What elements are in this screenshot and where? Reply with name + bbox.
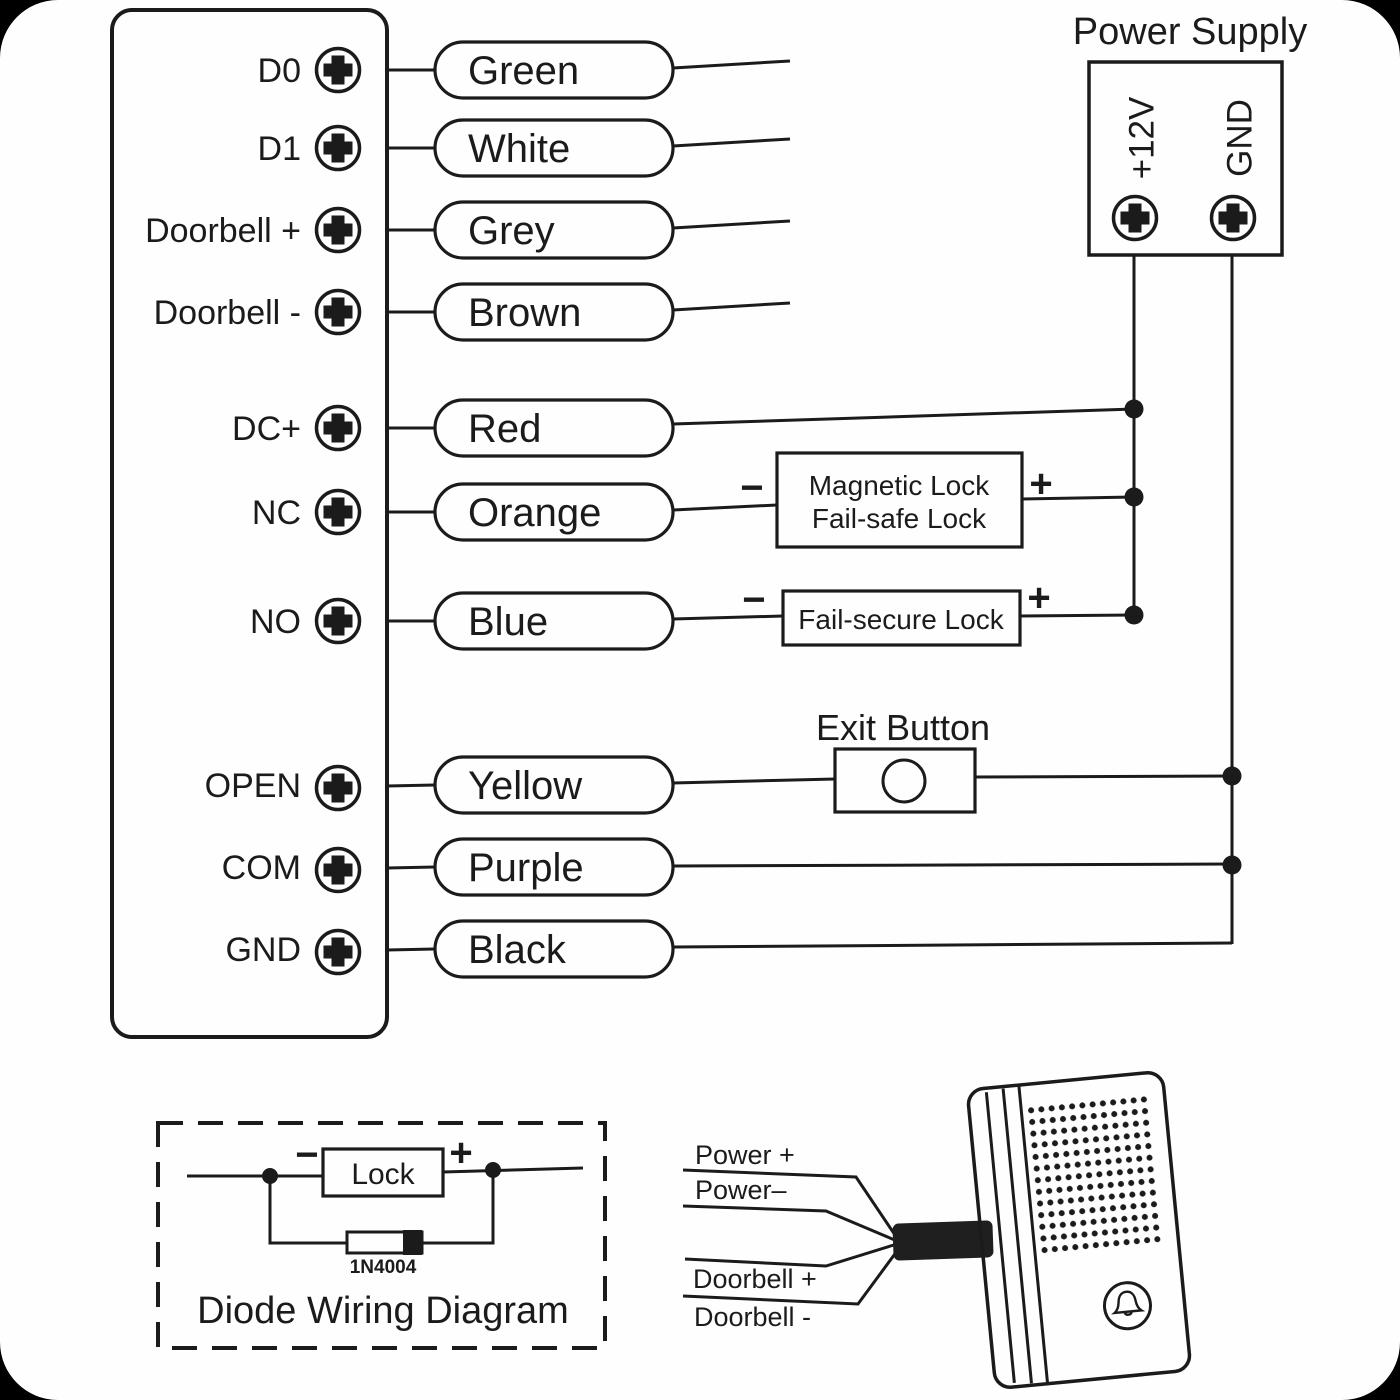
doorbell-chime-device	[967, 1071, 1191, 1388]
wire	[683, 1206, 897, 1241]
terminal-row-dc-plus	[232, 400, 1134, 456]
terminal-label: Doorbell +	[145, 212, 301, 250]
terminal-label: NO	[250, 603, 301, 641]
magnetic-lock-line1: Magnetic Lock	[808, 470, 990, 501]
wire-stub	[673, 221, 790, 228]
bell-button-circle	[1102, 1281, 1152, 1331]
terminal-label: NC	[251, 494, 301, 532]
terminal-row-d0	[258, 42, 790, 98]
screw-terminal-icon	[317, 291, 360, 334]
screw-terminal-icon	[317, 600, 360, 643]
wire-color-label: Red	[468, 407, 542, 451]
wire	[422, 1170, 493, 1243]
terminal-label: DC+	[232, 410, 301, 448]
chime-wire-label-doorbell-plus: Doorbell +	[693, 1264, 817, 1294]
screw-terminal-icon	[317, 767, 360, 810]
terminal-label: GND	[225, 931, 301, 969]
screw-terminal-icon	[317, 849, 360, 892]
chime-wire-label-power-plus: Power +	[695, 1140, 795, 1170]
wire-red-to-12v	[673, 409, 1134, 424]
plus-sign: +	[1027, 576, 1051, 620]
screw-12v-icon	[1114, 197, 1157, 240]
wire-color-label: White	[468, 127, 571, 171]
bell-icon	[1113, 1290, 1142, 1316]
terminal-row-doorbell-plus	[145, 202, 790, 258]
minus-sign: −	[740, 466, 764, 510]
screw-terminal-icon	[317, 49, 360, 92]
wire-color-label: Grey	[468, 209, 555, 253]
plus-sign: +	[449, 1131, 473, 1175]
wire	[685, 1244, 897, 1266]
exit-button-label: Exit Button	[815, 707, 991, 748]
wire-black-to-gnd	[673, 943, 1232, 947]
wire-stub	[673, 303, 790, 310]
terminal-label: Doorbell -	[153, 294, 301, 332]
wire	[387, 785, 435, 786]
power-supply-gnd-label: GND	[1220, 99, 1260, 177]
minus-sign: −	[295, 1133, 319, 1177]
terminal-label: D0	[257, 52, 301, 90]
minus-sign: −	[742, 578, 766, 622]
wire-color-label: Blue	[468, 600, 549, 644]
power-supply-title: Power Supply	[1072, 11, 1308, 53]
chime-wire-label-power-minus: Power–	[695, 1175, 787, 1205]
wire	[387, 949, 435, 950]
wire-color-label: Yellow	[468, 764, 583, 808]
wire-color-label: Purple	[468, 846, 584, 890]
magnetic-lock	[740, 453, 1134, 547]
terminal-row-doorbell-minus	[154, 284, 790, 340]
wire	[270, 1176, 347, 1243]
screw-terminal-icon	[317, 931, 360, 974]
power-supply-12v-label: +12V	[1122, 96, 1162, 180]
screw-terminal-icon	[317, 127, 360, 170]
terminal-label: OPEN	[204, 767, 301, 805]
power-supply	[1073, 11, 1307, 255]
diode-part-number: 1N4004	[349, 1257, 417, 1278]
chime-wire-label-doorbell-minus: Doorbell -	[694, 1302, 812, 1332]
terminal-row-no	[250, 593, 783, 649]
diode-wiring-diagram	[158, 1123, 605, 1348]
screw-terminal-icon	[317, 407, 360, 450]
terminal-row-open	[205, 757, 835, 813]
bell-shape	[1113, 1290, 1142, 1312]
junction-dot-purple	[1223, 856, 1242, 875]
diode-cathode-band	[403, 1230, 422, 1255]
wire-color-label: Orange	[468, 491, 602, 535]
terminal-row-gnd	[225, 921, 1232, 977]
wire-color-label: Brown	[468, 291, 582, 335]
wire-purple-to-gnd	[673, 864, 1232, 866]
wire-stub	[673, 139, 790, 146]
terminal-label: COM	[221, 849, 301, 887]
screw-terminal-icon	[317, 209, 360, 252]
terminal-row-nc	[252, 484, 777, 540]
fail-secure-lock	[742, 576, 1134, 645]
plus-sign: +	[1029, 462, 1053, 506]
exit-button	[816, 707, 1232, 812]
wire-yellow-to-exit	[673, 779, 835, 783]
wire-color-label: Black	[468, 928, 566, 972]
speaker-grille-dots	[1027, 1091, 1163, 1259]
fail-secure-lock-label: Fail-secure Lock	[798, 604, 1004, 635]
screw-terminal-icon	[317, 491, 360, 534]
wire-exit-to-gnd	[975, 776, 1232, 777]
diode-diagram-title: Diode Wiring Diagram	[197, 1290, 569, 1332]
chime-wires	[683, 1140, 994, 1332]
magnetic-lock-line2: Fail-safe Lock	[811, 503, 987, 534]
wire	[387, 867, 435, 868]
wire-failsecure-to-12v	[1020, 615, 1134, 616]
chime-side-line	[1003, 1089, 1031, 1384]
junction-dot-red	[1125, 400, 1144, 419]
exit-button-circle	[883, 760, 925, 802]
terminal-row-d1	[258, 120, 790, 176]
lock-label: Lock	[351, 1158, 415, 1191]
terminal-label: D1	[257, 130, 301, 168]
screw-gnd-icon	[1212, 197, 1255, 240]
terminal-row-com	[222, 839, 1232, 895]
wire-blue-to-lock	[673, 616, 783, 619]
wire-stub	[673, 61, 790, 68]
wire-color-label: Green	[468, 49, 580, 93]
wire-magnetic-to-12v	[1022, 497, 1134, 499]
